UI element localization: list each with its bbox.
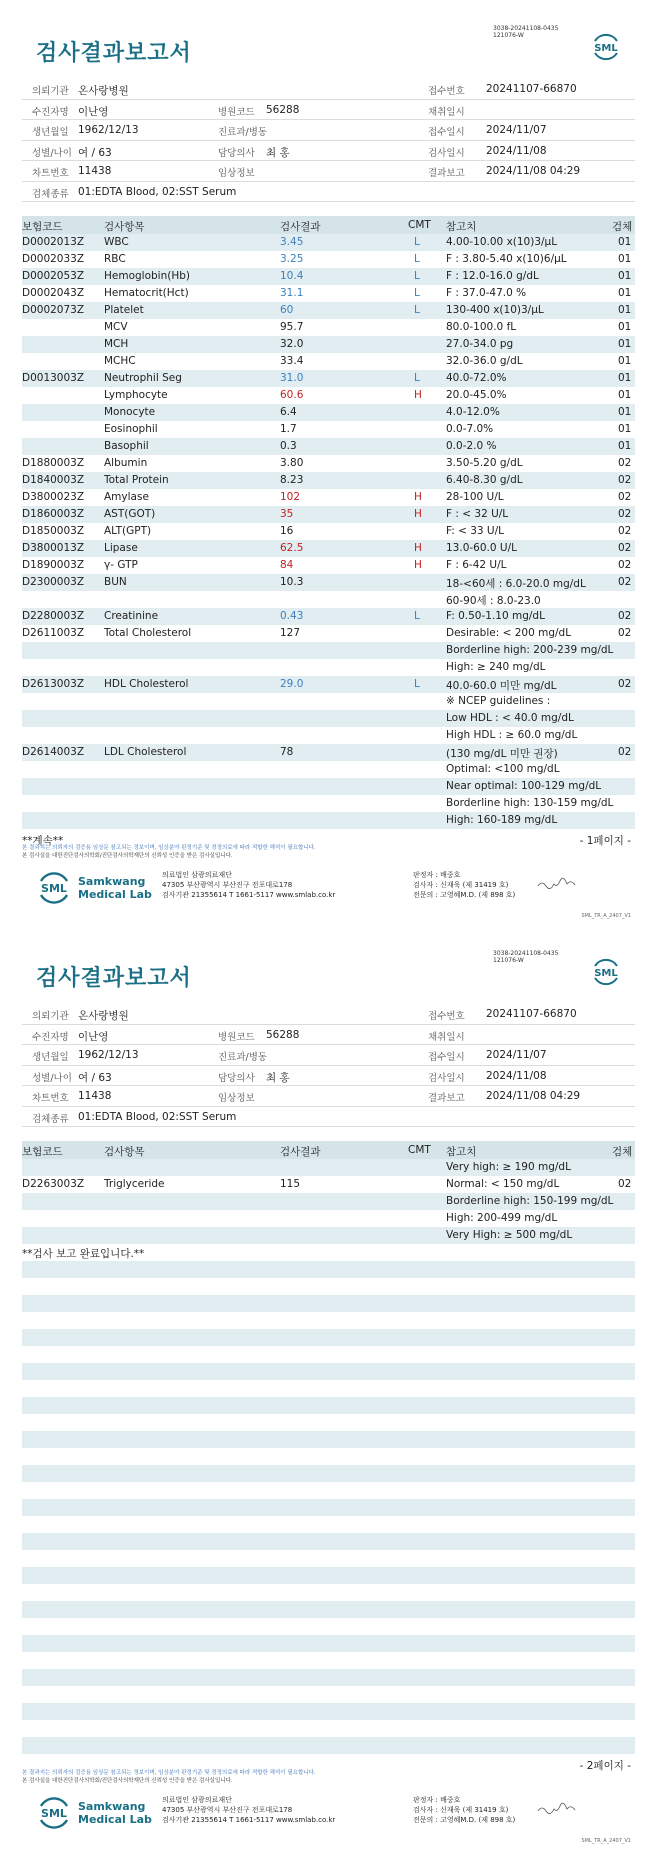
insurance-code: D0002073Z <box>22 304 85 316</box>
table-row <box>22 370 635 387</box>
table-row <box>22 1397 635 1414</box>
specimen-code: 01 <box>618 321 632 333</box>
reference-range: Borderline high: 130-159 mg/dL <box>446 797 614 809</box>
table-row <box>22 710 635 727</box>
specimen-code: 02 <box>618 678 632 690</box>
test-item: Hematocrit(Hct) <box>104 287 189 299</box>
info-block <box>22 1004 635 1127</box>
table-row <box>22 1380 635 1397</box>
table-row <box>22 302 635 319</box>
disclaimer-note: 본 결과지는 의뢰자의 검증용 임상문 참고되는 정보이며, 임상분야 판정기준 및 정정의료에 따라 적합한 해석이 필요합니다. <box>22 1770 316 1776</box>
test-result: 60 <box>280 304 294 316</box>
table-row <box>22 795 635 812</box>
company-address: 의료법인 삼광의료재단 47305 부산광역시 부산진구 전포대로178 검사기관 21355614 T 1661-5117 www.smlab.co.kr <box>162 1796 336 1824</box>
table-row <box>22 1737 635 1754</box>
reference-range: F : 37.0-47.0 % <box>446 287 527 299</box>
table-row <box>22 523 635 540</box>
insurance-code: D0002043Z <box>22 287 85 299</box>
specimen-code: 02 <box>618 627 632 639</box>
table-header: 보험코드 검사항목 검사결과 CMT 참고치 검체 <box>22 216 635 234</box>
table-row <box>22 421 635 438</box>
test-result: 95.7 <box>280 321 304 333</box>
info-row: 성별/나이 여 / 63 담당의사 최 홍 검사일시 2024/11/08 <box>22 1066 635 1087</box>
specimen-code: 01 <box>618 338 632 350</box>
reference-range: (130 mg/dL 미만 권장) <box>446 748 558 760</box>
page-number: - 1페이지 - <box>579 835 631 847</box>
table-row <box>22 489 635 506</box>
specimen-code: 02 <box>618 576 632 588</box>
test-item: MCHC <box>104 355 136 367</box>
header-code: 3038-20241108-0435 121076-W <box>493 25 559 39</box>
table-row <box>22 404 635 421</box>
table-row <box>22 761 635 778</box>
test-item: LDL Cholesterol <box>104 746 187 758</box>
reference-range: Very high: ≥ 190 mg/dL <box>446 1161 571 1173</box>
result-date: 2024/11/08 04:29 <box>486 1090 581 1102</box>
table-row <box>22 1584 635 1601</box>
specimen-code: 01 <box>618 389 632 401</box>
client-name: 온사랑병원 <box>78 85 129 97</box>
specimen-code: 01 <box>618 236 632 248</box>
footer <box>0 865 655 925</box>
table-row <box>22 1414 635 1431</box>
table-row <box>22 693 635 710</box>
insurance-code: D1860003Z <box>22 508 85 520</box>
reference-range: 4.00-10.00 x(10)3/µL <box>446 236 558 248</box>
test-item: Monocyte <box>104 406 156 418</box>
reference-range: 40.0-72.0% <box>446 372 507 384</box>
cmt-flag: H <box>414 542 422 554</box>
test-result: 127 <box>280 627 301 639</box>
svg-text:SML: SML <box>594 43 618 54</box>
specimen-code: 01 <box>618 406 632 418</box>
table-row <box>22 1703 635 1720</box>
reference-range: 3.50-5.20 g/dL <box>446 457 523 469</box>
reference-range: ※ NCEP guidelines : <box>446 695 551 707</box>
table-row <box>22 506 635 523</box>
test-date: 2024/11/08 <box>486 144 547 157</box>
specimen-code: 01 <box>618 372 632 384</box>
table-row <box>22 1448 635 1465</box>
insurance-code: D0002053Z <box>22 270 85 282</box>
form-code: SML_TR_A_2407_V1 <box>581 1838 631 1844</box>
client-name: 온사랑병원 <box>78 1010 129 1022</box>
cmt-flag: L <box>414 236 420 248</box>
birth-date: 1962/12/13 <box>78 124 139 136</box>
test-item: MCH <box>104 338 129 350</box>
table-row <box>22 1601 635 1618</box>
test-item: Triglyceride <box>104 1178 165 1190</box>
specimen-type: 01:EDTA Blood, 02:SST Serum <box>78 185 237 198</box>
table-row <box>22 591 635 608</box>
specimen-type: 01:EDTA Blood, 02:SST Serum <box>78 1110 237 1123</box>
table-row <box>22 1227 635 1244</box>
cmt-flag: L <box>414 304 420 316</box>
table-row <box>22 574 635 591</box>
test-item: Lymphocyte <box>104 389 168 401</box>
disclaimer-note: 본 결과지는 의뢰자의 검증용 임상문 참고되는 정보이며, 임상분야 판정기준 및 정정의료에 따라 적합한 해석이 필요합니다. <box>22 845 316 851</box>
reference-range: F: < 33 U/L <box>446 525 505 537</box>
table-row <box>22 1363 635 1380</box>
insurance-code: **검사 보고 완료입니다.** <box>22 1248 145 1260</box>
table-row <box>22 1499 635 1516</box>
table-row <box>22 1346 635 1363</box>
reference-range: 0.0-2.0 % <box>446 440 497 452</box>
test-item: Total Cholesterol <box>104 627 192 639</box>
reference-range: 32.0-36.0 g/dL <box>446 355 523 367</box>
test-item: Hemoglobin(Hb) <box>104 270 191 282</box>
insurance-code: D2614003Z <box>22 746 85 758</box>
test-result: 62.5 <box>280 542 304 554</box>
insurance-code: D2613003Z <box>22 678 85 690</box>
info-row: 수진자명 이난영 병원코드 56288 채취일시 <box>22 100 635 121</box>
company-address: 의료법인 삼광의료재단 47305 부산광역시 부산진구 전포대로178 검사기관 21355614 T 1661-5117 www.smlab.co.kr <box>162 871 336 899</box>
table-row <box>22 336 635 353</box>
continue-note: **계속** <box>22 835 64 847</box>
svg-text:SML: SML <box>41 882 67 895</box>
reference-range: 18-<60세 : 6.0-20.0 mg/dL <box>446 578 586 590</box>
reference-range: Borderline high: 150-199 mg/dL <box>446 1195 614 1207</box>
test-result: 29.0 <box>280 678 304 690</box>
test-result: 3.80 <box>280 457 304 469</box>
reference-range: 80.0-100.0 fL <box>446 321 517 333</box>
table-row <box>22 625 635 642</box>
test-item: MCV <box>104 321 128 333</box>
chart-number: 11438 <box>78 1090 112 1102</box>
test-result: 31.0 <box>280 372 304 384</box>
svg-text:SML: SML <box>594 968 618 979</box>
test-item: Amylase <box>104 491 149 503</box>
sml-logo-icon <box>590 32 622 62</box>
test-item: WBC <box>104 236 129 248</box>
table-row <box>22 1652 635 1669</box>
table-row <box>22 1295 635 1312</box>
specimen-code: 02 <box>618 525 632 537</box>
doctor-name: 최 홍 <box>266 146 290 159</box>
table-row <box>22 1312 635 1329</box>
insurance-code: D1880003Z <box>22 457 85 469</box>
company-name: Samkwang Medical Lab <box>78 1800 152 1826</box>
specimen-code: 01 <box>618 270 632 282</box>
cmt-flag: H <box>414 491 422 503</box>
table-row <box>22 1159 635 1176</box>
info-row: 차트번호 11438 임상정보 결과보고 2024/11/08 04:29 <box>22 1086 635 1107</box>
test-item: Total Protein <box>104 474 169 486</box>
table-row <box>22 438 635 455</box>
info-row: 의뢰기관 온사랑병원 접수번호 20241107-66870 <box>22 1004 635 1025</box>
test-item: HDL Cholesterol <box>104 678 189 690</box>
table-row <box>22 540 635 557</box>
table-row <box>22 744 635 761</box>
test-item: BUN <box>104 576 127 588</box>
table-row <box>22 1635 635 1652</box>
cmt-flag: L <box>414 678 420 690</box>
cmt-flag: H <box>414 559 422 571</box>
reference-range: Borderline high: 200-239 mg/dL <box>446 644 614 656</box>
insurance-code: D0002013Z <box>22 236 85 248</box>
reference-range: F : 12.0-16.0 g/dL <box>446 270 539 282</box>
page-number: - 2페이지 - <box>579 1760 631 1772</box>
patient-name: 이난영 <box>78 1030 109 1043</box>
test-result: 33.4 <box>280 355 304 367</box>
table-row <box>22 455 635 472</box>
table-row <box>22 608 635 625</box>
reference-range: High HDL : ≥ 60.0 mg/dL <box>446 729 578 741</box>
test-result: 60.6 <box>280 389 304 401</box>
reference-range: Very High: ≥ 500 mg/dL <box>446 1229 573 1241</box>
hospital-code: 56288 <box>266 103 300 116</box>
info-row: 검체종류 01:EDTA Blood, 02:SST Serum <box>22 1107 635 1128</box>
info-row: 성별/나이 여 / 63 담당의사 최 홍 검사일시 2024/11/08 <box>22 141 635 162</box>
report-page-2 <box>0 925 655 1850</box>
specimen-code: 01 <box>618 287 632 299</box>
signature-icon <box>536 1802 584 1816</box>
insurance-code: D0013003Z <box>22 372 85 384</box>
table-row <box>22 1193 635 1210</box>
test-item: Neutrophil Seg <box>104 372 182 384</box>
table-row <box>22 1669 635 1686</box>
test-item: Basophil <box>104 440 149 452</box>
result-table-page-1 <box>22 216 635 829</box>
specimen-code: 01 <box>618 440 632 452</box>
test-date: 2024/11/08 <box>486 1069 547 1082</box>
table-row <box>22 1618 635 1635</box>
info-row: 의뢰기관 온사랑병원 접수번호 20241107-66870 <box>22 79 635 100</box>
table-row <box>22 285 635 302</box>
table-row <box>22 778 635 795</box>
test-result: 32.0 <box>280 338 304 350</box>
table-row <box>22 319 635 336</box>
sml-footer-logo-icon <box>36 871 72 905</box>
staff-list: 판정자 : 배중호 검사자 : 신재욱 (제 31419 호) 전문의 : 고영혜M.D. (제 898 호) <box>413 1796 516 1824</box>
specimen-code: 01 <box>618 423 632 435</box>
specimen-code: 01 <box>618 304 632 316</box>
test-item: AST(GOT) <box>104 508 156 520</box>
test-result: 0.3 <box>280 440 297 452</box>
table-header: 보험코드 검사항목 검사결과 CMT 참고치 검체 <box>22 1141 635 1159</box>
test-item: Eosinophil <box>104 423 158 435</box>
cmt-flag: H <box>414 389 422 401</box>
reference-range: F : < 32 U/L <box>446 508 509 520</box>
reception-no: 20241107-66870 <box>486 1008 577 1020</box>
table-row <box>22 676 635 693</box>
report-title: 검사결과보고서 <box>36 41 192 66</box>
accreditation-note: 본 검사실을 대한진단검사의학회/진단검사의학재단의 신뢰성 인증을 받은 검사실입니다. <box>22 1778 233 1784</box>
reference-range: F : 6-42 U/L <box>446 559 507 571</box>
table-row <box>22 1567 635 1584</box>
test-result: 3.45 <box>280 236 304 248</box>
cmt-flag: L <box>414 610 420 622</box>
signature-icon <box>536 877 584 891</box>
insurance-code: D2300003Z <box>22 576 85 588</box>
test-result: 16 <box>280 525 294 537</box>
specimen-code: 02 <box>618 542 632 554</box>
reference-range: 4.0-12.0% <box>446 406 500 418</box>
test-result: 10.4 <box>280 270 304 282</box>
table-row <box>22 1329 635 1346</box>
reference-range: 20.0-45.0% <box>446 389 507 401</box>
specimen-code: 01 <box>618 253 632 265</box>
info-row: 수진자명 이난영 병원코드 56288 채취일시 <box>22 1025 635 1046</box>
info-block <box>22 79 635 202</box>
cmt-flag: L <box>414 253 420 265</box>
table-row <box>22 1550 635 1567</box>
reference-range: Desirable: < 200 mg/dL <box>446 627 572 639</box>
table-row <box>22 642 635 659</box>
test-result: 10.3 <box>280 576 304 588</box>
insurance-code: D2280003Z <box>22 610 85 622</box>
table-row <box>22 1533 635 1550</box>
reference-range: F: 0.50-1.10 mg/dL <box>446 610 545 622</box>
cmt-flag: H <box>414 508 422 520</box>
table-row <box>22 353 635 370</box>
test-result: 8.23 <box>280 474 304 486</box>
table-row <box>22 1210 635 1227</box>
test-result: 3.25 <box>280 253 304 265</box>
test-item: Platelet <box>104 304 144 316</box>
svg-text:SML: SML <box>41 1807 67 1820</box>
table-row <box>22 1465 635 1482</box>
info-row: 검체종류 01:EDTA Blood, 02:SST Serum <box>22 182 635 203</box>
report-title: 검사결과보고서 <box>36 966 192 991</box>
cmt-flag: L <box>414 287 420 299</box>
test-result: 31.1 <box>280 287 304 299</box>
sex-age: 여 / 63 <box>78 146 112 159</box>
test-item: Creatinine <box>104 610 159 622</box>
info-row: 차트번호 11438 임상정보 결과보고 2024/11/08 04:29 <box>22 161 635 182</box>
table-row <box>22 659 635 676</box>
test-result: 6.4 <box>280 406 297 418</box>
form-code: SML_TR_A_2407_V1 <box>581 913 631 919</box>
table-body <box>22 234 635 829</box>
chart-number: 11438 <box>78 165 112 177</box>
header-code: 3038-20241108-0435 121076-W <box>493 950 559 964</box>
table-row <box>22 812 635 829</box>
reference-range: Normal: < 150 mg/dL <box>446 1178 560 1190</box>
result-table-page-2 <box>22 1141 635 1754</box>
table-row <box>22 727 635 744</box>
table-row <box>22 1482 635 1499</box>
reference-range: High: 200-499 mg/dL <box>446 1212 558 1224</box>
test-result: 1.7 <box>280 423 297 435</box>
cmt-flag: L <box>414 372 420 384</box>
test-result: 35 <box>280 508 294 520</box>
reference-range: Near optimal: 100-129 mg/dL <box>446 780 602 792</box>
table-row <box>22 1244 635 1261</box>
table-body <box>22 1159 635 1754</box>
specimen-code: 02 <box>618 457 632 469</box>
insurance-code: D1890003Z <box>22 559 85 571</box>
insurance-code: D2263003Z <box>22 1178 85 1190</box>
table-row <box>22 1516 635 1533</box>
reference-range: 28-100 U/L <box>446 491 504 503</box>
specimen-code: 02 <box>618 610 632 622</box>
test-result: 0.43 <box>280 610 304 622</box>
sml-footer-logo-icon <box>36 1796 72 1830</box>
table-row <box>22 1176 635 1193</box>
specimen-code: 02 <box>618 559 632 571</box>
footer <box>0 1790 655 1850</box>
table-row <box>22 1720 635 1737</box>
table-row <box>22 387 635 404</box>
specimen-code: 02 <box>618 508 632 520</box>
cmt-flag: L <box>414 270 420 282</box>
insurance-code: D3800013Z <box>22 542 85 554</box>
reception-date: 2024/11/07 <box>486 124 547 136</box>
birth-date: 1962/12/13 <box>78 1049 139 1061</box>
table-row <box>22 557 635 574</box>
specimen-code: 02 <box>618 491 632 503</box>
doctor-name: 최 홍 <box>266 1071 290 1084</box>
reference-range: High: ≥ 240 mg/dL <box>446 661 546 673</box>
test-item: Albumin <box>104 457 148 469</box>
test-result: 84 <box>280 559 294 571</box>
test-item: RBC <box>104 253 126 265</box>
accreditation-note: 본 검사실을 대한진단검사의학회/진단검사의학재단의 신뢰성 인증을 받은 검사실입니다. <box>22 853 233 859</box>
reference-range: 27.0-34.0 pg <box>446 338 514 350</box>
staff-list: 판정자 : 배중호 검사자 : 신재욱 (제 31419 호) 전문의 : 고영혜M.D. (제 898 호) <box>413 871 516 899</box>
reference-range: Low HDL : < 40.0 mg/dL <box>446 712 574 724</box>
table-row <box>22 234 635 251</box>
test-item: Lipase <box>104 542 138 554</box>
reference-range: High: 160-189 mg/dL <box>446 814 558 826</box>
sex-age: 여 / 63 <box>78 1071 112 1084</box>
table-row <box>22 1278 635 1295</box>
table-row <box>22 1686 635 1703</box>
table-row <box>22 1261 635 1278</box>
insurance-code: D3800023Z <box>22 491 85 503</box>
test-item: γ- GTP <box>104 559 138 571</box>
test-result: 78 <box>280 746 294 758</box>
patient-name: 이난영 <box>78 105 109 118</box>
reception-no: 20241107-66870 <box>486 83 577 95</box>
insurance-code: D2611003Z <box>22 627 85 639</box>
reference-range: Optimal: <100 mg/dL <box>446 763 560 775</box>
reference-range: 60-90세 : 8.0-23.0 <box>446 595 541 607</box>
info-row: 생년월일 1962/12/13 진료과/병동 접수일시 2024/11/07 <box>22 1045 635 1066</box>
specimen-code: 01 <box>618 355 632 367</box>
table-row <box>22 472 635 489</box>
insurance-code: D0002033Z <box>22 253 85 265</box>
reference-range: 13.0-60.0 U/L <box>446 542 517 554</box>
table-row <box>22 268 635 285</box>
reference-range: 6.40-8.30 g/dL <box>446 474 523 486</box>
test-item: ALT(GPT) <box>104 525 152 537</box>
info-row: 생년월일 1962/12/13 진료과/병동 접수일시 2024/11/07 <box>22 120 635 141</box>
table-row <box>22 251 635 268</box>
reception-date: 2024/11/07 <box>486 1049 547 1061</box>
insurance-code: D1840003Z <box>22 474 85 486</box>
test-result: 115 <box>280 1178 301 1190</box>
table-row <box>22 1431 635 1448</box>
specimen-code: 02 <box>618 474 632 486</box>
insurance-code: D1850003Z <box>22 525 85 537</box>
result-date: 2024/11/08 04:29 <box>486 165 581 177</box>
hospital-code: 56288 <box>266 1028 300 1041</box>
specimen-code: 02 <box>618 1178 632 1190</box>
reference-range: 40.0-60.0 미만 mg/dL <box>446 680 557 692</box>
sml-logo-icon <box>590 957 622 987</box>
company-name: Samkwang Medical Lab <box>78 875 152 901</box>
reference-range: 130-400 x(10)3/µL <box>446 304 544 316</box>
reference-range: 0.0-7.0% <box>446 423 494 435</box>
reference-range: F : 3.80-5.40 x(10)6/µL <box>446 253 567 265</box>
test-result: 102 <box>280 491 301 503</box>
specimen-code: 02 <box>618 746 632 758</box>
